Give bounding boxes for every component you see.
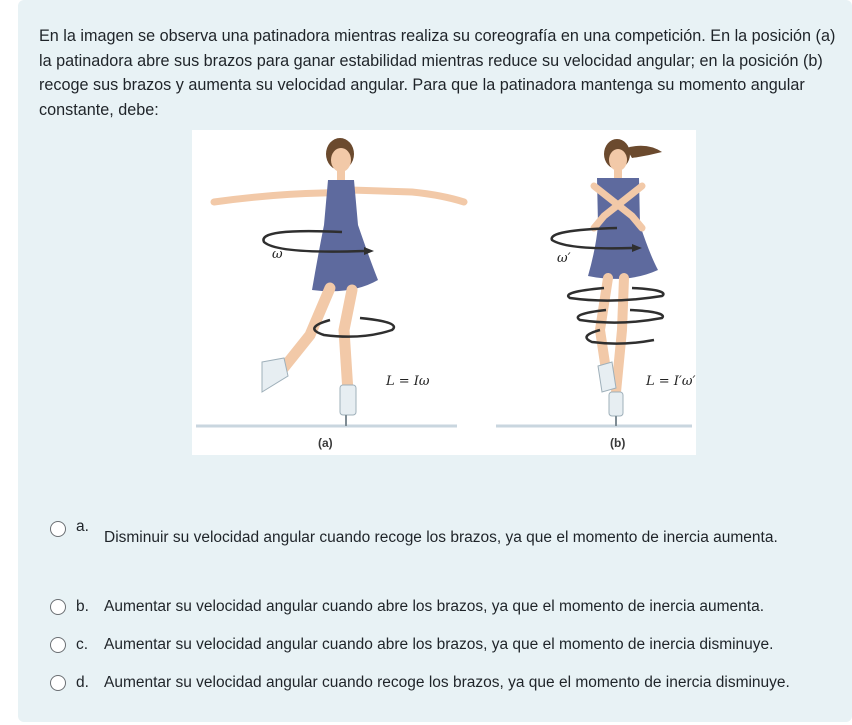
option-c[interactable] bbox=[50, 636, 773, 654]
equation-a: L = Iω bbox=[386, 374, 430, 389]
option-b-letter: b. bbox=[76, 598, 89, 615]
option-a-radio[interactable] bbox=[50, 521, 66, 537]
question-text: En la imagen se observa una patinadora mientras realiza su coreografía en una competición. En la posición (a) la patinadora abre sus brazos para ganar estabilidad mientras reduce su velocidad angular; en la posición (b) recoge sus brazos y aumenta su velocidad angular. Para que la patinadora mantenga su momento angular constante, debe: bbox=[39, 27, 836, 119]
option-c-radio[interactable] bbox=[50, 637, 66, 653]
option-a[interactable] bbox=[50, 520, 778, 547]
option-d[interactable] bbox=[50, 674, 790, 692]
caption-b: (b) bbox=[610, 436, 626, 450]
option-a-letter: a. bbox=[76, 518, 89, 535]
option-b-radio[interactable] bbox=[50, 599, 66, 615]
option-d-text[interactable]: Aumentar su velocidad angular cuando recoge los brazos, ya que el momento de inercia disminuye. bbox=[104, 674, 790, 691]
skater-figure bbox=[192, 130, 696, 455]
option-a-text[interactable]: Disminuir su velocidad angular cuando recoge los brazos, ya que el momento de inercia aumenta. bbox=[104, 529, 778, 546]
option-b[interactable] bbox=[50, 598, 764, 616]
equation-b: L = I′ω′ bbox=[646, 374, 696, 389]
caption-a: (a) bbox=[318, 436, 333, 450]
skater-illustration bbox=[192, 130, 696, 455]
option-c-letter: c. bbox=[76, 636, 89, 653]
option-d-letter: d. bbox=[76, 674, 89, 691]
omega-label-a: ω bbox=[272, 247, 283, 262]
option-d-radio[interactable] bbox=[50, 675, 66, 691]
omega-label-b: ω′ bbox=[557, 251, 571, 266]
option-b-text[interactable]: Aumentar su velocidad angular cuando abre los brazos, ya que el momento de inercia aumenta. bbox=[104, 598, 765, 615]
option-c-text[interactable]: Aumentar su velocidad angular cuando abre los brazos, ya que el momento de inercia disminuye. bbox=[104, 636, 774, 653]
question-card bbox=[18, 0, 852, 722]
